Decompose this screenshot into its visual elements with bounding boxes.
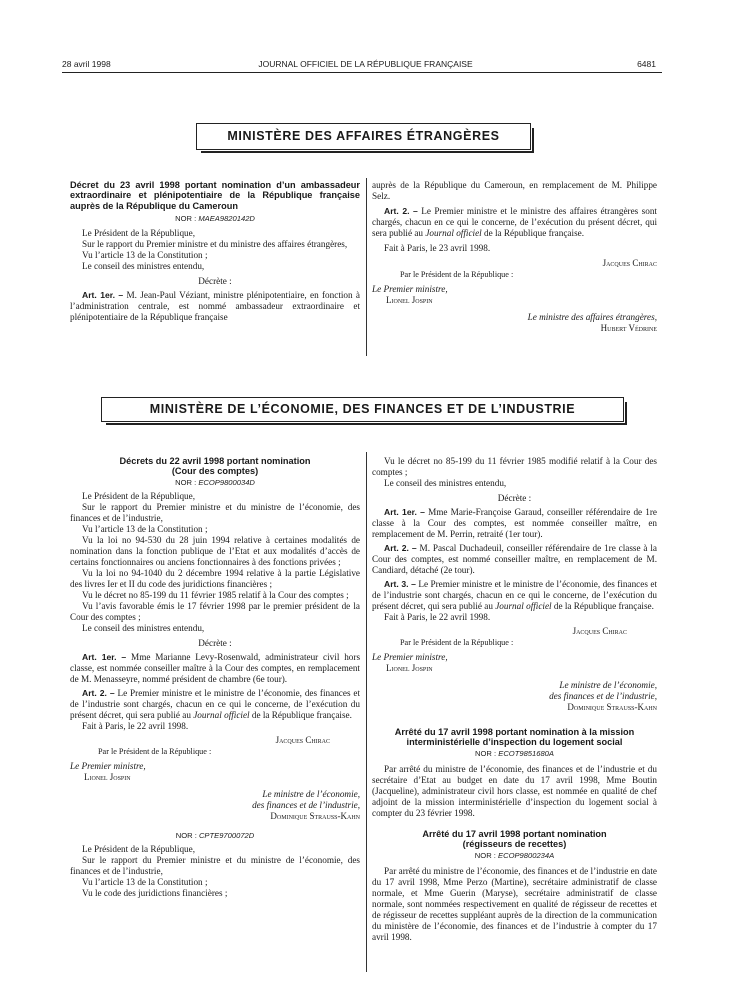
nor-code: ECOT9851680A [498, 748, 554, 758]
paragraph: Vu le décret no 85-199 du 11 février 1985 relatif à la Cour des comptes ; [82, 589, 349, 600]
journal-officiel-ref: Journal officiel [193, 709, 250, 720]
nor-reference [70, 477, 360, 488]
signature-president: Jacques Chirac [572, 626, 627, 636]
section-decret-cameroun [70, 180, 360, 323]
decrete-heading: Décrète : [198, 276, 232, 287]
premier-ministre-title: Le Premier ministre, [70, 760, 146, 771]
section-decret-cour-des-comptes-2 [372, 456, 657, 943]
section-decret-cameroun-continued [372, 180, 657, 334]
minister-name: Hubert Védrine [600, 323, 657, 333]
article-label: Art. 1er. – [82, 290, 124, 301]
ministry-heading-text: MINISTÈRE DE L’ÉCONOMIE, DES FINANCES ET DE L’INDUSTRIE [149, 402, 576, 416]
paragraph: Le Président de la République, [82, 228, 196, 239]
article-label: Art. 1er. – [82, 651, 127, 662]
article-label: Art. 2. – [384, 543, 417, 553]
column-rule [366, 452, 367, 972]
nor-code: ECOP9800234A [498, 850, 555, 860]
article-text-end: de la République française. [553, 601, 654, 611]
article-3 [372, 579, 657, 612]
article-text-end: de la République française. [484, 228, 585, 238]
article-text: M. Jean-Paul Véziant, ministre plénipotentiaire, en fonction à l’administration centrale, est nommé ambassadeur extraordinaire et plénipotentiaire de la République française [70, 290, 361, 323]
paragraph: Sur le rapport du Premier ministre et du ministre de l’économie, des finances et de l’industrie, [70, 501, 360, 523]
decree-title-line2: (Cour des comptes) [171, 466, 259, 477]
minister-title-line1: Le ministre de l’économie, [559, 680, 657, 690]
nor-code: ECOP9800034D [198, 477, 255, 487]
premier-ministre-name: Lionel Jospin [84, 771, 131, 782]
signature-president: Jacques Chirac [602, 258, 657, 268]
decree-title: Décret du 23 avril 1998 portant nomination d’un ambassadeur extraordinaire et plénipotentiaire de la République française auprès de la République du Cameroun [70, 180, 360, 211]
nor-code: CPTE9700072D [198, 830, 255, 840]
nor-label: NOR : [475, 748, 497, 758]
paragraph: Sur le rapport du Premier ministre et du ministre de l’économie, des finances et de l’industrie, [70, 854, 360, 876]
article-1 [372, 507, 657, 540]
minister-title-line1: Le ministre de l’économie, [262, 788, 360, 799]
premier-ministre-title: Le Premier ministre, [372, 652, 448, 662]
paragraph: Vu la loi no 94-1040 du 2 décembre 1994 relative à la partie Législative des livres Ier et II du code des juridictions financières ; [70, 567, 360, 589]
nor-label: NOR : [175, 830, 197, 840]
fait-a-paris: Fait à Paris, le 23 avril 1998. [384, 243, 491, 253]
premier-ministre-name: Lionel Jospin [386, 663, 433, 673]
article-label: Art. 3. – [384, 579, 416, 589]
paragraph: Vu l’article 13 de la Constitution ; [82, 876, 208, 887]
article-1 [70, 652, 360, 685]
minister-name: Dominique Strauss-Kahn [270, 810, 360, 821]
journal-officiel-ref: Journal officiel [495, 601, 552, 611]
minister-title-line2: des finances et de l’industrie, [252, 799, 360, 810]
nor-reference [372, 850, 657, 861]
decrete-heading: Décrète : [497, 493, 532, 503]
header-date: 28 avril 1998 [62, 59, 111, 69]
column-rule [366, 178, 367, 356]
paragraph: Le Président de la République, [82, 490, 196, 501]
ministry-heading-economie [101, 397, 624, 422]
fait-a-paris: Fait à Paris, le 22 avril 1998. [384, 612, 491, 622]
article-1 [70, 290, 360, 323]
ministry-heading-text: MINISTÈRE DES AFFAIRES ÉTRANGÈRES [227, 129, 500, 143]
header-rule [62, 72, 662, 73]
nor-reference [70, 213, 360, 224]
section-decrets-cour-des-comptes [70, 456, 360, 899]
header-page-number: 6481 [637, 59, 656, 69]
article-text-end: de la République française. [251, 709, 352, 720]
minister-title-line2: des finances et de l’industrie, [549, 691, 657, 701]
article-text: Mme Marianne Levy-Rosenwald, administrateur civil hors classe, est nommée conseiller maître à la Cour des comptes, en remplacement de M. Menasseyre, nommé président de chambre (6e tour). [70, 651, 361, 684]
article-text: Le Premier ministre et le ministre des affaires étrangères sont chargés, chacun en ce qui le concerne, de l’exécution du présent décret, qui sera publié au [372, 206, 657, 238]
nor-label: NOR : [175, 214, 197, 224]
paragraph: Le conseil des ministres entendu, [82, 622, 205, 633]
paragraph: Vu l’avis favorable émis le 17 février 1998 par le premier président de la Cour des comptes ; [70, 600, 360, 622]
paragraph: Vu le code des juridictions financières ; [82, 887, 228, 898]
paragraph: Vu l’article 13 de la Constitution ; [82, 250, 208, 261]
arrete-title-logement-social: Arrêté du 17 avril 1998 portant nomination à la mission interministérielle d’inspection du logement social [394, 727, 635, 748]
arrete-title-line1: Arrêté du 17 avril 1998 portant nomination [422, 828, 607, 839]
article-label: Art. 2. – [384, 206, 418, 216]
article-2 [372, 543, 657, 576]
premier-ministre-name: Lionel Jospin [386, 295, 433, 305]
nor-code: MAEA9820142D [198, 214, 255, 224]
arrete-title-line2: (régisseurs de recettes) [462, 839, 567, 850]
paragraph: Le conseil des ministres entendu, [384, 478, 507, 488]
signature-president: Jacques Chirac [275, 734, 330, 745]
article-2 [372, 206, 657, 239]
article-text: Mme Marie-Françoise Garaud, conseiller référendaire de 1re classe à la Cour des comptes, est nommée conseiller maître, en remplacement de M. Perrin, retraité (1er tour). [372, 507, 658, 539]
journal-officiel-ref: Journal officiel [425, 228, 482, 238]
par-le-president: Par le Président de la République : [400, 638, 514, 647]
ministry-heading-affaires-etrangeres [196, 123, 531, 150]
paragraph: Le conseil des ministres entendu, [82, 261, 205, 272]
par-le-president: Par le Président de la République : [98, 746, 212, 756]
premier-ministre-title: Le Premier ministre, [372, 284, 448, 294]
paragraph: Vu l’article 13 de la Constitution ; [82, 523, 208, 534]
article-text: M. Pascal Duchadeuil, conseiller référendaire de 1re classe à la Cour des comptes, est nommé conseiller maître, en remplacement de M. Candiard, détaché (2e tour). [372, 543, 658, 575]
header-journal-title: JOURNAL OFFICIEL DE LA RÉPUBLIQUE FRANÇAISE [258, 59, 473, 69]
minister-title: Le ministre des affaires étrangères, [527, 312, 657, 322]
article-label: Art. 2. – [82, 687, 115, 698]
par-le-president: Par le Président de la République : [400, 270, 514, 279]
arrete-text: Par arrêté du ministre de l’économie, des finances et de l’industrie en date du 17 avril 1998, Mme Perzo (Martine), secrétaire administratif de classe normale, et Mme Guerin (Maryse), secrétaire administratif de classe normale, sont nommées respectivement en qualité de régisseur de recettes et de régisseur de recettes suppléant auprès de la direction de la communication du ministère de l’économie, des finances et de l’industrie à compter du 17 avril 1998. [372, 865, 657, 942]
nor-label: NOR : [474, 850, 496, 860]
paragraph: Sur le rapport du Premier ministre et du ministre des affaires étrangères, [82, 239, 348, 250]
article-2 [70, 688, 360, 721]
paragraph: Vu le décret no 85-199 du 11 février 1985 modifié relatif à la Cour des comptes ; [372, 456, 657, 477]
decree-title-line1: Décrets du 22 avril 1998 portant nomination [119, 456, 311, 466]
nor-label: NOR : [175, 477, 197, 487]
article-text: Le Premier ministre et le ministre de l’économie, des finances et de l’industrie sont chargés, chacun en ce qui le concerne, de l’exécution du présent décret, qui sera publié au [372, 579, 657, 611]
paragraph: Vu la loi no 94-530 du 28 juin 1994 relative à certaines modalités de nomination dans la fonction publique de l’Etat et aux modalités d’accès de certains fonctionnaires ou anciens fonctionnaires à des fonctions privées ; [70, 534, 360, 567]
article-label: Art. 1er. – [384, 507, 425, 517]
nor-reference-2 [70, 830, 360, 841]
arrete-text: Par arrêté du ministre de l’économie, des finances et de l’industrie et du secrétaire d’Etat au budget en date du 17 avril 1998, Mme Boutin (Jacqueline), administrateur civil hors classe, est nommée en qualité de chef adjoint de la mission interministérielle d’inspection du logement social à compter du 23 février 1998. [372, 763, 657, 818]
decrete-heading: Décrète : [198, 637, 232, 648]
paragraph: Le Président de la République, [82, 843, 196, 854]
fait-a-paris: Fait à Paris, le 22 avril 1998. [82, 720, 189, 731]
article-text: Le Premier ministre et le ministre de l’économie, des finances et de l’industrie sont chargés, chacun en ce qui le concerne, de l’exécution du présent décret, qui sera publié au [70, 687, 360, 720]
paragraph: auprès de la République du Cameroun, en remplacement de M. Philippe Selz. [372, 180, 657, 201]
minister-name: Dominique Strauss-Kahn [567, 702, 657, 712]
nor-reference [372, 748, 657, 759]
